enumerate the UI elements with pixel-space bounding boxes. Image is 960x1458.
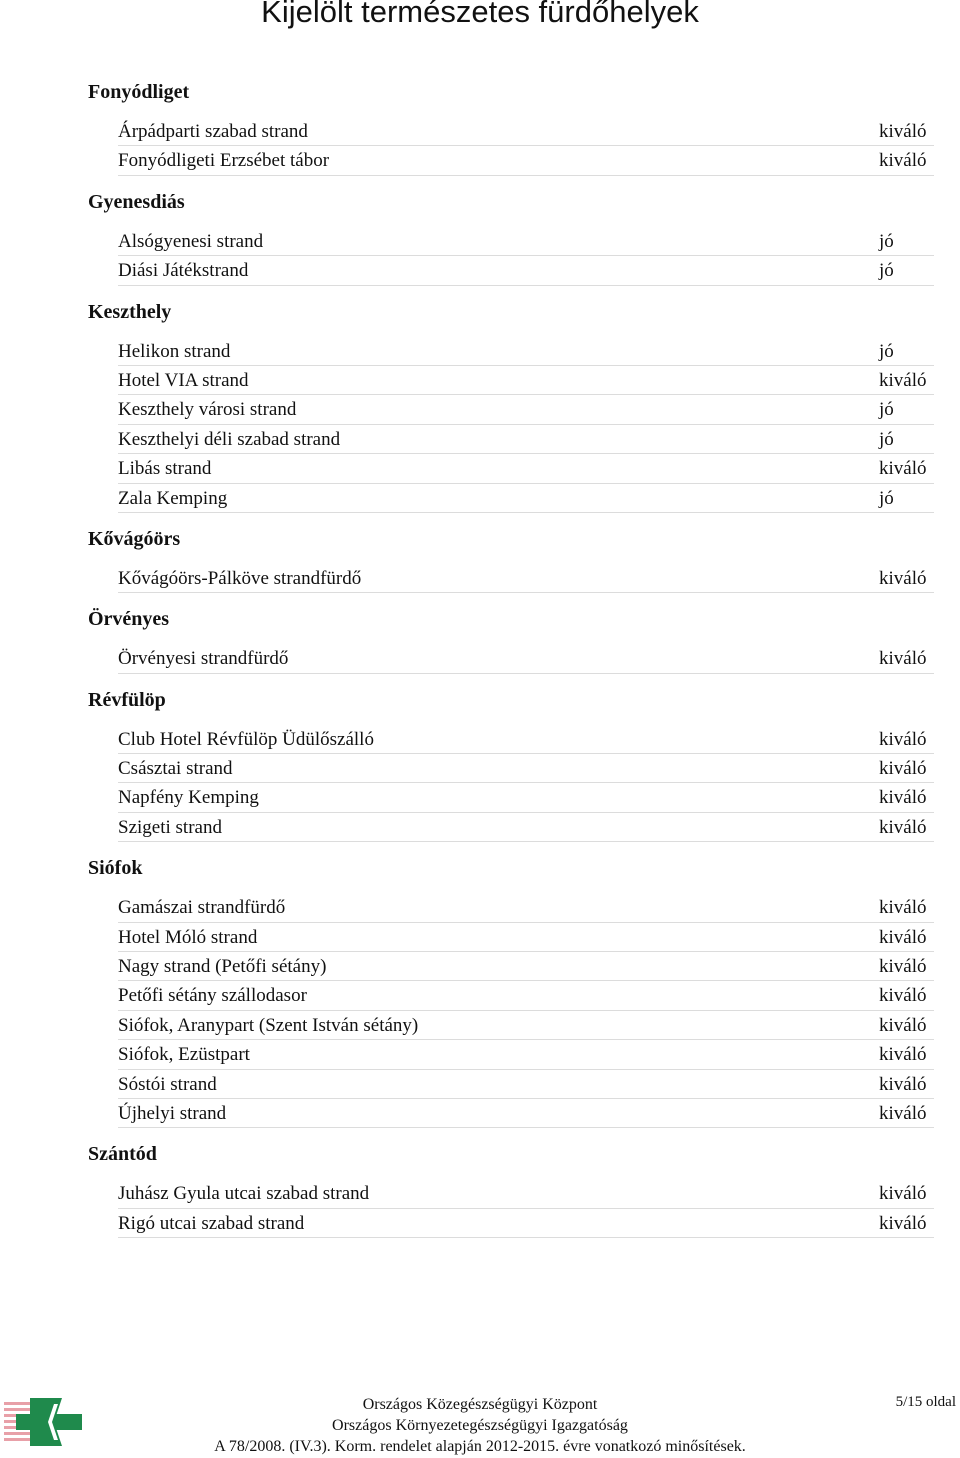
site-row [118,893,934,922]
site-name: Szigeti strand [118,816,222,838]
site-name: Nagy strand (Petőfi sétány) [118,956,327,978]
bathing-sites-list [0,76,960,1248]
site-rating: kiváló [879,787,927,809]
site-name: Kővágóörs-Pálköve strandfürdő [118,567,362,589]
site-name: Libás strand [118,458,212,480]
site-rating: kiváló [879,926,927,948]
site-name: Keszthelyi déli szabad strand [118,428,341,450]
site-rating: kiváló [879,1044,927,1066]
site-row [118,256,934,285]
town-heading: Fonyódliget [88,81,190,103]
site-row [118,952,934,981]
footer-organization: Országos Közegészségügyi Központ [362,1396,598,1413]
town-heading: Kővágóörs [88,527,181,550]
town-heading: Gyenesdiás [88,190,185,213]
town-heading: Örvényes [88,608,170,631]
site-row [118,981,934,1010]
site-row [118,337,934,366]
site-row [118,923,934,952]
site-name: Alsógyenesi strand [118,230,264,252]
site-row [118,366,934,395]
site-row [118,146,934,175]
site-name: Árpádparti szabad strand [118,121,308,142]
site-rating: jó [879,399,894,421]
town-heading: Keszthely [88,300,172,323]
footer-regulation-note: A 78/2008. (IV.3). Korm. rendelet alapján 2012-2015. évre vonatkozó minősítések. [214,1438,746,1455]
site-rating: kiváló [879,1014,927,1036]
spacer [0,513,960,523]
site-row [118,227,934,256]
page-number: 5/15 oldal [895,1394,956,1410]
site-row [118,484,934,513]
site-name: Napfény Kemping [118,787,259,809]
site-name: Siófok, Ezüstpart [118,1044,250,1066]
site-row [118,1099,934,1128]
site-rating: kiváló [879,458,927,480]
site-rating: kiváló [879,897,927,919]
site-name: Hotel Móló strand [118,926,258,948]
site-row [118,644,934,673]
site-row [118,1209,934,1238]
site-rating: kiváló [879,121,927,142]
site-row [118,1179,934,1208]
site-rating: jó [879,428,894,450]
site-row [118,1040,934,1069]
site-name: Siófok, Aranypart (Szent István sétány) [118,1014,419,1036]
site-name: Újhelyi strand [118,1102,227,1124]
site-rating: kiváló [879,816,927,838]
site-row [118,395,934,424]
site-rating: jó [879,487,894,509]
footer-directorate: Országos Környezetegészségügyi Igazgatóság [332,1417,628,1434]
site-name: Helikon strand [118,340,231,362]
spacer [0,842,960,852]
site-rating: jó [879,260,894,282]
site-rating: kiváló [879,985,927,1007]
spacer [0,1128,960,1138]
site-rating: kiváló [879,956,927,978]
site-name: Keszthely városi strand [118,399,297,421]
site-name: Császtai strand [118,758,233,780]
site-row [118,454,934,483]
page-footer [0,1388,960,1458]
site-rating: kiváló [879,1102,927,1124]
site-row [118,117,934,146]
site-row [118,813,934,842]
site-row [118,1070,934,1099]
site-rating: kiváló [879,1212,927,1234]
site-name: Zala Kemping [118,487,228,509]
site-rating: kiváló [879,1073,927,1095]
site-rating: kiváló [879,1183,927,1205]
town-heading: Révfülöp [88,688,166,711]
site-rating: kiváló [879,150,927,172]
spacer [0,176,960,186]
spacer [0,593,960,603]
site-rating: kiváló [879,758,927,780]
site-row [118,783,934,812]
site-row [118,725,934,754]
site-rating: kiváló [879,648,927,670]
spacer [0,1238,960,1248]
site-rating: jó [879,340,894,362]
site-row [118,425,934,454]
site-name: Örvényesi strandfürdő [118,648,289,670]
site-rating: kiváló [879,728,927,750]
site-rating: kiváló [879,567,927,589]
site-name: Fonyódligeti Erzsébet tábor [118,150,330,172]
site-rating: jó [879,230,894,252]
site-name: Hotel VIA strand [118,369,249,391]
site-name: Petőfi sétány szállodasor [118,985,307,1007]
spacer [0,674,960,684]
site-rating: kiváló [879,369,927,391]
site-row [118,1011,934,1040]
health-cross-logo-icon [4,1394,86,1448]
page-title: Kijelölt természetes fürdőhelyek [261,0,699,29]
site-name: Diási Játékstrand [118,260,249,282]
site-name: Sóstói strand [118,1073,217,1095]
footer-text [190,1394,770,1457]
spacer [0,286,960,296]
site-name: Club Hotel Révfülöp Üdülőszálló [118,728,374,750]
town-heading: Szántód [88,1143,157,1166]
site-row [118,564,934,593]
site-name: Juhász Gyula utcai szabad strand [118,1183,370,1205]
site-row [118,754,934,783]
site-name: Rigó utcai szabad strand [118,1212,305,1234]
site-name: Gamászai strandfürdő [118,897,286,919]
town-heading: Siófok [88,857,143,880]
